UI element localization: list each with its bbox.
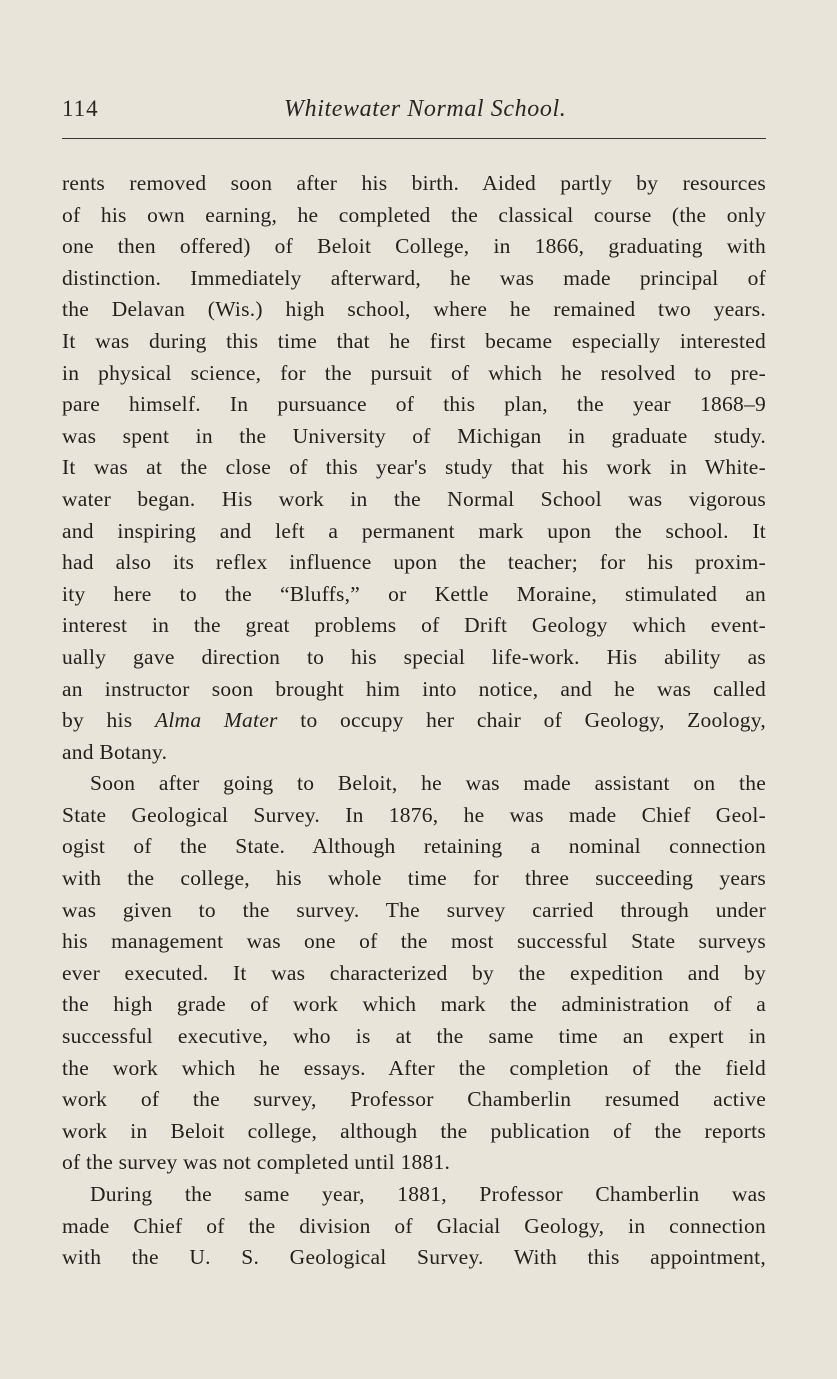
text-line: State Geological Survey. In 1876, he was made Chief Geol-	[62, 802, 766, 827]
text-line: ogist of the State. Although retaining a nominal connection	[62, 834, 766, 859]
text-line: ever executed. It was characterized by the expedition and by	[62, 960, 766, 985]
text-line: was given to the survey. The survey carried through under	[62, 897, 766, 922]
text-line: the Delavan (Wis.) high school, where he remained two years.	[62, 297, 766, 322]
text-line: the high grade of work which mark the administration of a	[62, 992, 766, 1017]
text-before: by his	[62, 708, 155, 733]
text-line: rents removed soon after his birth. Aided partly by resources	[62, 171, 766, 195]
text-line: successful executive, who is at the same time an expert in	[62, 1024, 766, 1049]
text-line: of his own earning, he completed the classical course (the only	[62, 202, 766, 227]
text-line: made Chief of the division of Glacial Geology, in connection	[62, 1213, 766, 1238]
paragraph-start-line: Soon after going to Beloit, he was made assistant on the	[90, 771, 766, 796]
text-line: water began. His work in the Normal School was vigorous	[62, 486, 766, 511]
text-line: and Botany.	[62, 739, 168, 764]
paragraph-start-line: During the same year, 1881, Professor Chamberlin was	[90, 1182, 766, 1206]
text-line: and inspiring and left a permanent mark upon the school. It	[62, 518, 766, 543]
text-line: an instructor soon brought him into notice, and he was called	[62, 676, 766, 701]
text-line: It was during this time that he first became especially interested	[62, 328, 766, 353]
text-line: the work which he essays. After the completion of the field	[62, 1055, 766, 1080]
text-line: with the U. S. Geological Survey. With this appointment,	[62, 1245, 766, 1270]
text-line-italic-title	[62, 705, 766, 737]
text-line: interest in the great problems of Drift Geology which event-	[62, 613, 766, 638]
text-line: with the college, his whole time for three succeeding years	[62, 866, 766, 891]
text-line: ity here to the “Bluffs,” or Kettle Moraine, stimulated an	[62, 581, 766, 606]
text-line: had also its reflex influence upon the teacher; for his proxim-	[62, 550, 766, 575]
text-line: ually gave direction to his special life-work. His ability as	[62, 644, 766, 669]
running-title: Whitewater Normal School.	[284, 96, 567, 122]
page-number: 114	[62, 96, 99, 121]
text-after: to occupy her chair of Geology, Zoology,	[277, 708, 766, 733]
header-rule	[62, 138, 766, 139]
text-line: his management was one of the most successful State surveys	[62, 929, 766, 954]
text-line: one then offered) of Beloit College, in 1866, graduating with	[62, 234, 766, 259]
text-line: pare himself. In pursuance of this plan, the year 1868–9	[62, 392, 766, 417]
alma-mater-italic: Alma Mater	[154, 708, 278, 733]
body-text	[62, 168, 766, 1274]
page-header	[62, 96, 766, 132]
text-line: of the survey was not completed until 1881.	[62, 1150, 451, 1175]
text-line: It was at the close of this year's study that his work in White-	[62, 455, 766, 480]
text-line: work of the survey, Professor Chamberlin resumed active	[62, 1087, 766, 1112]
text-line: work in Beloit college, although the publication of the reports	[62, 1118, 766, 1143]
text-line: in physical science, for the pursuit of which he resolved to pre-	[62, 360, 766, 385]
text-line: was spent in the University of Michigan in graduate study.	[62, 423, 766, 448]
text-line: distinction. Immediately afterward, he was made principal of	[62, 265, 766, 290]
